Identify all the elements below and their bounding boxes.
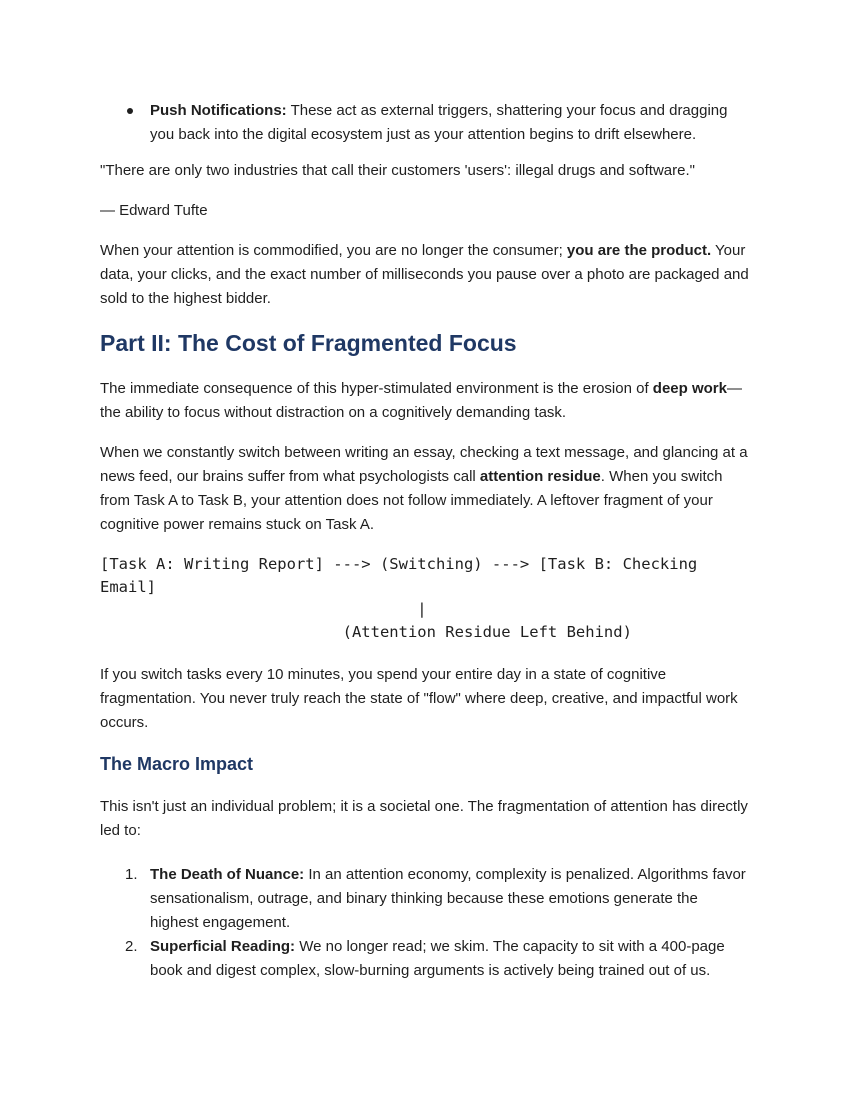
product-para-after: Your data, your clicks, and the exact number of milliseconds you pause over a photo are packaged and sold to the highest bidder. xyxy=(100,242,749,307)
list-number: 2. xyxy=(125,938,138,955)
para1-before: The immediate consequence of this hyper-stimulated environment is the erosion of xyxy=(100,380,653,397)
product-para-bold: you are the product. xyxy=(566,242,712,259)
list-item-text: These act as external triggers, shattering your focus and dragging you back into the digital ecosystem just as your attention begins to drift elsewhere. xyxy=(150,102,728,143)
task-switching-diagram: [Task A: Writing Report] ---> (Switching) ---> [Task B: Checking Email] | (Attention Residue Left Behind) xyxy=(100,555,698,641)
macro-intro: This isn't just an individual problem; it is a societal one. The fragmentation of attention has directly led to: xyxy=(100,798,748,839)
list-number: 1. xyxy=(125,866,138,883)
para1-bold: deep work xyxy=(652,380,727,397)
para2-after: . When you switch from Task A to Task B, your attention does not follow immediately. A leftover fragment of your cognitive power remains stuck on Task A. xyxy=(100,468,723,533)
list-item-label: The Death of Nuance: xyxy=(150,866,305,883)
document-page xyxy=(100,99,750,983)
product-para-before: When your attention is commodified, you are no longer the consumer; xyxy=(100,242,567,259)
list-item-text: We no longer read; we skim. The capacity to sit with a 400-page book and digest complex, slow-burning arguments is actively being trained out of us. xyxy=(150,938,725,979)
para2-before: When we constantly switch between writing an essay, checking a text message, and glancing at a news feed, our brains suffer from what psychologists call xyxy=(100,444,748,485)
list-item xyxy=(100,99,750,147)
product-paragraph xyxy=(100,239,750,311)
deep-work-paragraph xyxy=(100,377,750,425)
list-item xyxy=(100,863,750,935)
bullet-icon xyxy=(127,108,133,114)
bullet-list xyxy=(100,99,750,147)
para1-after: —the ability to focus without distraction on a cognitively demanding task. xyxy=(100,380,742,421)
section-heading-macro: The Macro Impact xyxy=(100,754,254,774)
fragmentation-paragraph: If you switch tasks every 10 minutes, you spend your entire day in a state of cognitive fragmentation. You never truly reach the state of "flow" where deep, creative, and impactful work occurs. xyxy=(100,666,738,731)
numbered-list xyxy=(100,863,750,983)
list-item-label: Push Notifications: xyxy=(150,102,287,119)
quote-attribution: — Edward Tufte xyxy=(100,202,208,219)
attention-residue-paragraph xyxy=(100,441,750,537)
list-item-label: Superficial Reading: xyxy=(150,938,296,955)
para2-bold: attention residue xyxy=(479,468,601,485)
list-item-text: In an attention economy, complexity is penalized. Algorithms favor sensationalism, outrage, and binary thinking because these emotions generate the highest engagement. xyxy=(150,866,746,931)
list-item xyxy=(100,935,750,983)
quote-text: "There are only two industries that call their customers 'users': illegal drugs and software." xyxy=(100,162,695,179)
section-heading-part2: Part II: The Cost of Fragmented Focus xyxy=(100,330,517,356)
